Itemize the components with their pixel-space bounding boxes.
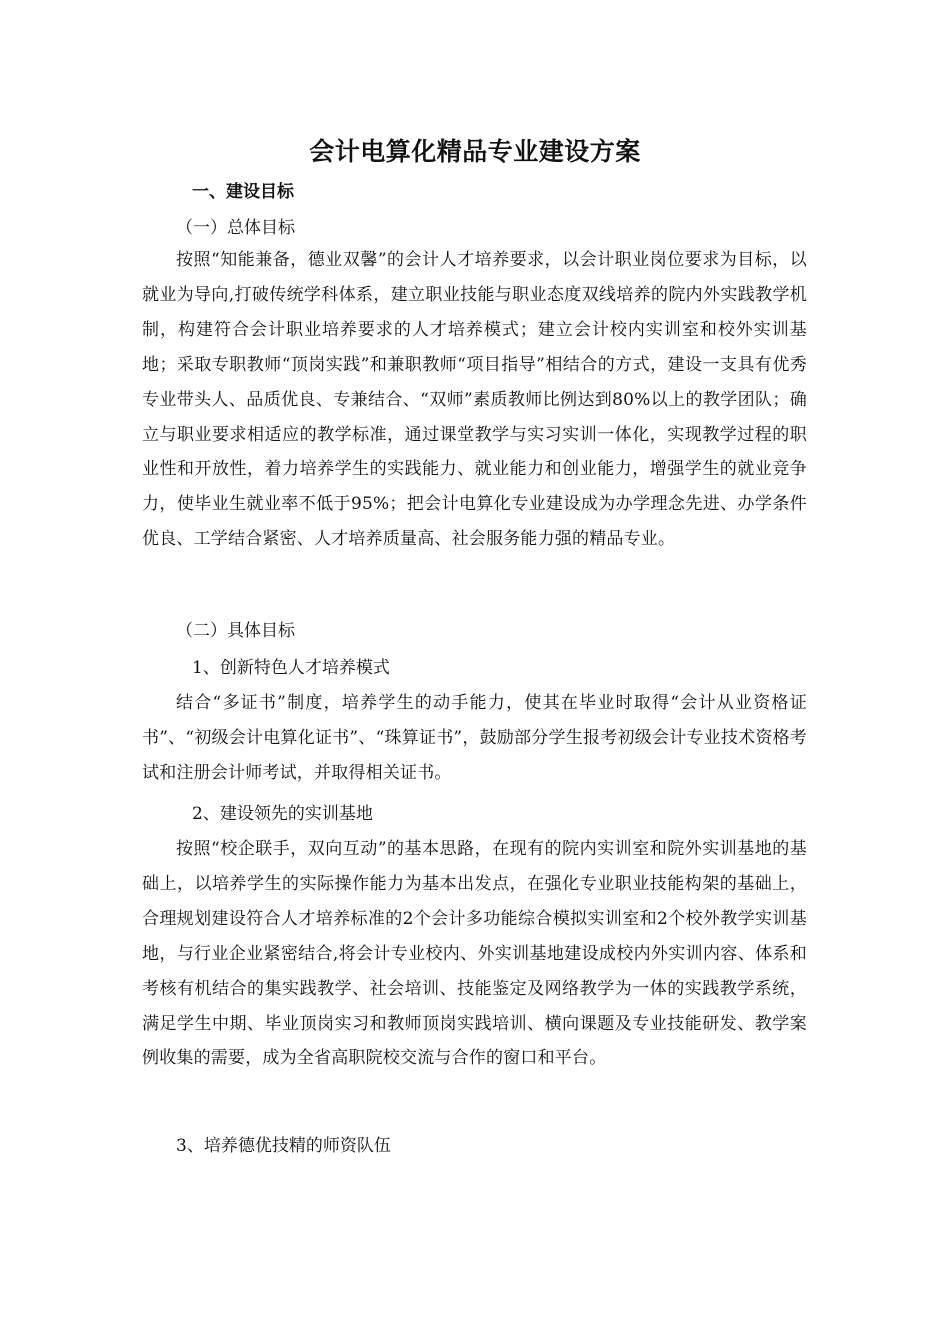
paragraph-training-base: 按照“校企联手，双向互动”的基本思路，在现有的院内实训室和院外实训基地的基础上，以培养学生的实际操作能力为基本出发点，在强化专业职业技能构架的基础上，合理规划建设符合人才培养标准的2个会计多功能综合模拟实训室和2个校外教学实训基地，与行业企业紧密结合,将会计专业校内、外实训基地建设成校内外实训内容、体系和考核有机结合的集实践教学、社会培训、技能鉴定及网络教学为一体的实践教学系统，满足学生中期、毕业顶岗实习和教师顶岗实践培训、横向课题及专业技能研发、教学案例收集的需要，成为全省高职院校交流与合作的窗口和平台。 — [142, 839, 807, 1069]
subsection-heading-overall: （一）总体目标 — [176, 218, 295, 238]
document-title: 会计电算化精品专业建设方案 — [309, 137, 641, 166]
item-heading-faculty: 3、培养德优技精的师资队伍 — [176, 1136, 391, 1156]
paragraph-training-model: 结合“多证书”制度，培养学生的动手能力，使其在毕业时取得“会计从业资格证书”、“初级会计电算化证书”、“珠算证书”，鼓励部分学生报考初级会计专业技术资格考试和注册会计师考试，并取得相关证书。 — [142, 693, 807, 783]
item-heading-training-base: 2、建设领先的实训基地 — [192, 804, 373, 824]
subsection-heading-specific: （二）具体目标 — [176, 621, 295, 641]
section-heading-goals: 一、建设目标 — [192, 182, 294, 202]
paragraph-overall-goal: 按照“知能兼备，德业双馨”的会计人才培养要求，以会计职业岗位要求为目标，以就业为导向,打破传统学科体系，建立职业技能与职业态度双线培养的院内外实践教学机制，构建符合会计职业培养要求的人才培养模式；建立会计校内实训室和校外实训基地；采取专职教师“顶岗实践”和兼职教师“项目指导”相结合的方式，建设一支具有优秀专业带头人、品质优良、专兼结合、“双师”素质教师比例达到80%以上的教学团队；确立与职业要求相适应的教学标准，通过课堂教学与实习实训一体化，实现教学过程的职业性和开放性，着力培养学生的实践能力、就业能力和创业能力，增强学生的就业竞争力，使毕业生就业率不低于95%；把会计电算化专业建设成为办学理念先进、办学条件优良、工学结合紧密、人才培养质量高、社会服务能力强的精品专业。 — [142, 250, 807, 550]
item-heading-training-model: 1、创新特色人才培养模式 — [192, 658, 390, 678]
